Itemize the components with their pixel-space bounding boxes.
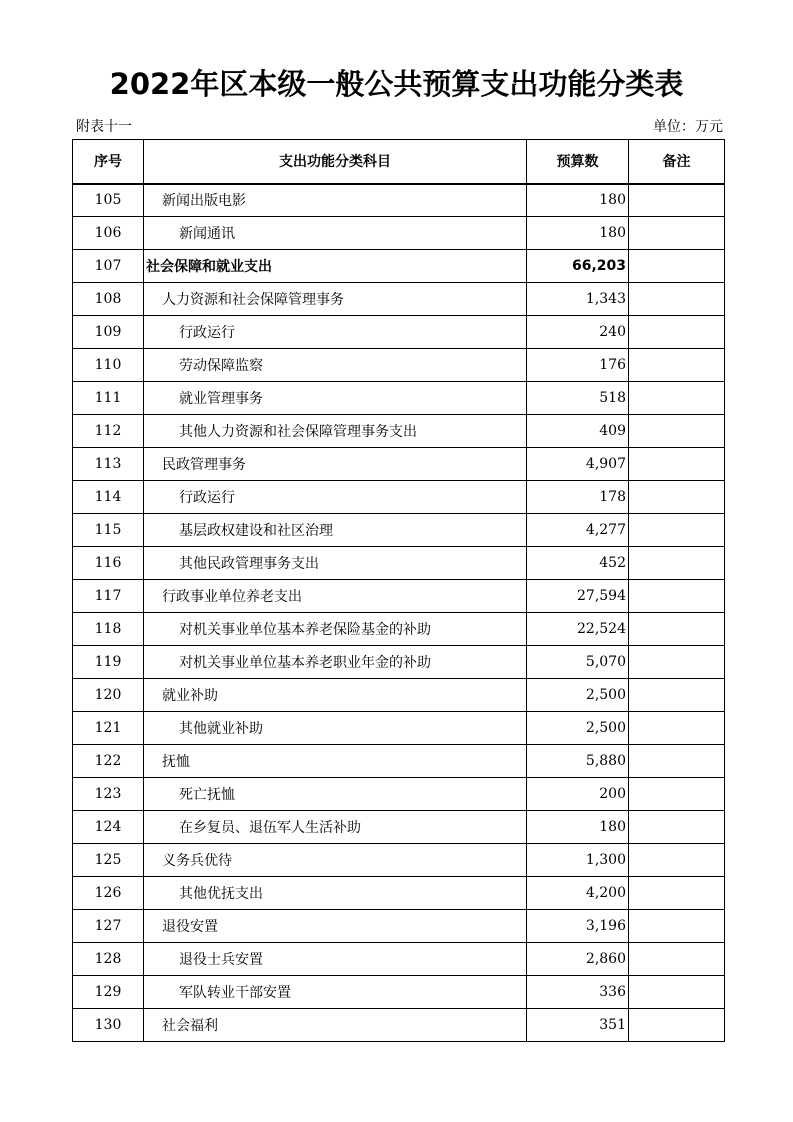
row-amount: 27,594 bbox=[527, 580, 629, 613]
row-item-name: 退役士兵安置 bbox=[144, 943, 527, 976]
row-item-name: 对机关事业单位基本养老职业年金的补助 bbox=[144, 646, 527, 679]
row-seq: 108 bbox=[73, 283, 144, 316]
row-amount: 22,524 bbox=[527, 613, 629, 646]
row-note bbox=[629, 481, 725, 514]
attachment-label: 附表十一 bbox=[76, 119, 132, 135]
row-amount: 180 bbox=[527, 217, 629, 250]
table-row bbox=[73, 613, 725, 646]
table-row bbox=[73, 448, 725, 481]
header-item: 支出功能分类科目 bbox=[144, 140, 527, 184]
row-item-name: 民政管理事务 bbox=[144, 448, 527, 481]
row-note bbox=[629, 976, 725, 1009]
table-row bbox=[73, 910, 725, 943]
row-amount: 200 bbox=[527, 778, 629, 811]
row-item-name: 行政运行 bbox=[144, 481, 527, 514]
table-row bbox=[73, 712, 725, 745]
row-note bbox=[629, 184, 725, 217]
unit-label: 单位：万元 bbox=[653, 119, 723, 135]
row-item-name: 在乡复员、退伍军人生活补助 bbox=[144, 811, 527, 844]
row-amount: 5,880 bbox=[527, 745, 629, 778]
row-seq: 128 bbox=[73, 943, 144, 976]
row-note bbox=[629, 514, 725, 547]
row-item-name: 就业补助 bbox=[144, 679, 527, 712]
table-row bbox=[73, 547, 725, 580]
row-seq: 115 bbox=[73, 514, 144, 547]
row-amount: 180 bbox=[527, 184, 629, 217]
row-seq: 112 bbox=[73, 415, 144, 448]
row-item-name: 其他就业补助 bbox=[144, 712, 527, 745]
row-note bbox=[629, 415, 725, 448]
row-seq: 111 bbox=[73, 382, 144, 415]
table-body bbox=[73, 184, 725, 1042]
row-amount: 1,300 bbox=[527, 844, 629, 877]
table-row bbox=[73, 415, 725, 448]
row-amount: 5,070 bbox=[527, 646, 629, 679]
table-row bbox=[73, 877, 725, 910]
table-row bbox=[73, 514, 725, 547]
row-item-name: 新闻通讯 bbox=[144, 217, 527, 250]
budget-table bbox=[72, 139, 725, 1042]
row-note bbox=[629, 547, 725, 580]
row-item-name: 人力资源和社会保障管理事务 bbox=[144, 283, 527, 316]
row-item-name: 义务兵优待 bbox=[144, 844, 527, 877]
row-item-name: 新闻出版电影 bbox=[144, 184, 527, 217]
row-seq: 123 bbox=[73, 778, 144, 811]
row-note bbox=[629, 811, 725, 844]
row-seq: 118 bbox=[73, 613, 144, 646]
row-seq: 130 bbox=[73, 1009, 144, 1042]
row-note bbox=[629, 250, 725, 283]
row-amount: 452 bbox=[527, 547, 629, 580]
row-item-name: 社会福利 bbox=[144, 1009, 527, 1042]
row-seq: 116 bbox=[73, 547, 144, 580]
row-amount: 409 bbox=[527, 415, 629, 448]
row-amount: 518 bbox=[527, 382, 629, 415]
row-seq: 119 bbox=[73, 646, 144, 679]
row-amount: 240 bbox=[527, 316, 629, 349]
row-note bbox=[629, 778, 725, 811]
row-note bbox=[629, 844, 725, 877]
table-row bbox=[73, 283, 725, 316]
row-amount: 180 bbox=[527, 811, 629, 844]
row-amount: 4,200 bbox=[527, 877, 629, 910]
row-note bbox=[629, 580, 725, 613]
row-seq: 129 bbox=[73, 976, 144, 1009]
row-item-name: 退役安置 bbox=[144, 910, 527, 943]
row-item-name: 就业管理事务 bbox=[144, 382, 527, 415]
page-title: 2022年区本级一般公共预算支出功能分类表 bbox=[109, 67, 684, 101]
table-row bbox=[73, 481, 725, 514]
table-row bbox=[73, 646, 725, 679]
table-row bbox=[73, 184, 725, 217]
row-item-name: 军队转业干部安置 bbox=[144, 976, 527, 1009]
row-note bbox=[629, 448, 725, 481]
table-row bbox=[73, 844, 725, 877]
row-seq: 106 bbox=[73, 217, 144, 250]
row-note bbox=[629, 943, 725, 976]
row-amount: 4,907 bbox=[527, 448, 629, 481]
row-seq: 109 bbox=[73, 316, 144, 349]
row-item-name: 行政运行 bbox=[144, 316, 527, 349]
row-item-name: 死亡抚恤 bbox=[144, 778, 527, 811]
row-seq: 122 bbox=[73, 745, 144, 778]
row-note bbox=[629, 910, 725, 943]
row-amount: 3,196 bbox=[527, 910, 629, 943]
row-seq: 114 bbox=[73, 481, 144, 514]
row-seq: 105 bbox=[73, 184, 144, 217]
row-item-name: 基层政权建设和社区治理 bbox=[144, 514, 527, 547]
header-seq: 序号 bbox=[73, 140, 144, 184]
table-row bbox=[73, 778, 725, 811]
row-seq: 124 bbox=[73, 811, 144, 844]
row-note bbox=[629, 217, 725, 250]
row-note bbox=[629, 349, 725, 382]
row-item-name: 社会保障和就业支出 bbox=[144, 250, 527, 283]
header-amount: 预算数 bbox=[527, 140, 629, 184]
row-amount: 178 bbox=[527, 481, 629, 514]
row-amount: 66,203 bbox=[527, 250, 629, 283]
table-row bbox=[73, 349, 725, 382]
row-seq: 117 bbox=[73, 580, 144, 613]
table-row bbox=[73, 250, 725, 283]
header-note: 备注 bbox=[629, 140, 725, 184]
row-note bbox=[629, 613, 725, 646]
table-row bbox=[73, 1009, 725, 1042]
row-amount: 1,343 bbox=[527, 283, 629, 316]
row-seq: 107 bbox=[73, 250, 144, 283]
row-note bbox=[629, 646, 725, 679]
row-amount: 2,860 bbox=[527, 943, 629, 976]
row-note bbox=[629, 1009, 725, 1042]
table-row bbox=[73, 976, 725, 1009]
table-header-row bbox=[73, 140, 725, 184]
row-seq: 126 bbox=[73, 877, 144, 910]
row-note bbox=[629, 679, 725, 712]
row-item-name: 行政事业单位养老支出 bbox=[144, 580, 527, 613]
table-row bbox=[73, 679, 725, 712]
row-item-name: 其他优抚支出 bbox=[144, 877, 527, 910]
table-row bbox=[73, 943, 725, 976]
row-seq: 127 bbox=[73, 910, 144, 943]
row-amount: 176 bbox=[527, 349, 629, 382]
row-amount: 2,500 bbox=[527, 712, 629, 745]
row-seq: 113 bbox=[73, 448, 144, 481]
row-note bbox=[629, 382, 725, 415]
table-row bbox=[73, 580, 725, 613]
row-item-name: 其他人力资源和社会保障管理事务支出 bbox=[144, 415, 527, 448]
table-row bbox=[73, 382, 725, 415]
row-note bbox=[629, 316, 725, 349]
table-row bbox=[73, 745, 725, 778]
row-amount: 351 bbox=[527, 1009, 629, 1042]
table-row bbox=[73, 217, 725, 250]
row-amount: 4,277 bbox=[527, 514, 629, 547]
row-note bbox=[629, 283, 725, 316]
table-row bbox=[73, 811, 725, 844]
table-row bbox=[73, 316, 725, 349]
row-seq: 125 bbox=[73, 844, 144, 877]
row-note bbox=[629, 877, 725, 910]
row-amount: 2,500 bbox=[527, 679, 629, 712]
row-seq: 110 bbox=[73, 349, 144, 382]
row-item-name: 劳动保障监察 bbox=[144, 349, 527, 382]
row-item-name: 对机关事业单位基本养老保险基金的补助 bbox=[144, 613, 527, 646]
row-seq: 121 bbox=[73, 712, 144, 745]
row-note bbox=[629, 745, 725, 778]
row-note bbox=[629, 712, 725, 745]
row-item-name: 其他民政管理事务支出 bbox=[144, 547, 527, 580]
row-item-name: 抚恤 bbox=[144, 745, 527, 778]
row-amount: 336 bbox=[527, 976, 629, 1009]
row-seq: 120 bbox=[73, 679, 144, 712]
